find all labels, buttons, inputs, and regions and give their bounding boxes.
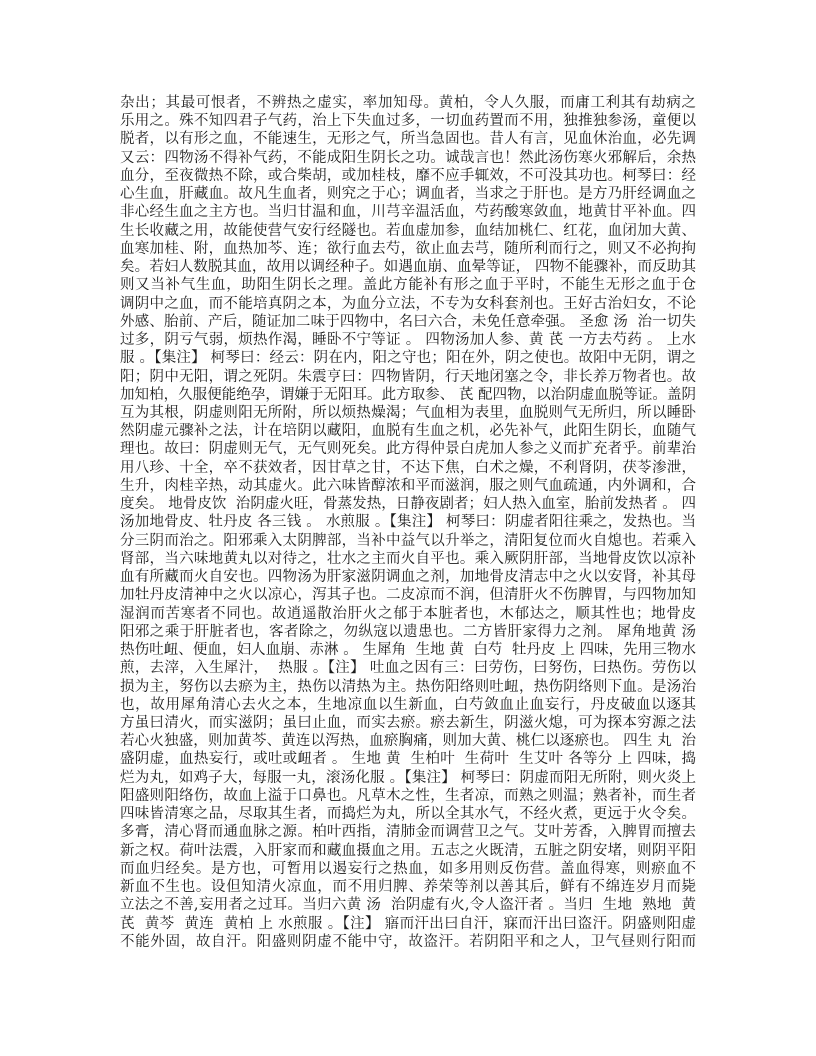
- text-line: 阳；阴中无阳，谓之死阴。朱震亨曰：四物皆阴，行天地闭塞之令，非长养万物者也。故: [120, 368, 696, 385]
- text-line: 分三阴而治之。阳邪乘入太阴脾部，当补中益气以升举之，清阳复位而火自熄也。若乘入: [120, 532, 696, 549]
- text-line: 煎，去滓，入生犀汁， 热服 。【注】 吐血之因有三：曰劳伤，曰努伤，曰热伤。劳伤以: [120, 660, 696, 677]
- document-body: [120, 94, 696, 951]
- text-line: 矣。若妇人数脱其血，故用以调经种子。如遇血崩、血晕等证， 四物不能骤补，而反助其: [120, 259, 696, 276]
- text-line: 多膏，清心肾而通血脉之源。柏叶西指，清肺金而调营卫之气。艾叶芳香，入脾胃而擅去: [120, 824, 696, 841]
- text-line: 方虽曰清火，而实滋阴；虽曰止血，而实去瘀。瘀去新生，阴滋火熄，可为探本穷源之法: [120, 714, 696, 731]
- text-line: 血有所藏而火自安也。四物汤为肝家滋阴调血之剂，加地骨皮清志中之火以安肾，补其母: [120, 569, 696, 586]
- text-line: 服 。【集注】 柯琴曰：经云：阴在内，阳之守也；阳在外，阴之使也。故阳中无阴，谓之: [120, 350, 696, 367]
- text-line: 心生血，肝藏血。故凡生血者，则究之于心；调血者，当求之于肝也。是方乃肝经调血之: [120, 186, 696, 203]
- text-line: 四味皆清寒之品，尽取其生者，而捣烂为丸，所以全其水气，不经火煮，更远于火令矣。: [120, 806, 696, 823]
- text-line: 生长收藏之用，故能使营气安行经隧也。若血虚加参，血结加桃仁、红花，血闭加大黄、: [120, 222, 696, 239]
- text-line: 调阴中之血，而不能培真阴之本，为血分立法，不专为女科套剂也。王好古治妇女，不论: [120, 295, 696, 312]
- text-line: 阳盛则阳络伤，故血上溢于口鼻也。凡草木之性，生者凉，而熟之则温；熟者补，而生者: [120, 787, 696, 804]
- text-line: 血分，至夜微热不除，或合柴胡，或加桂枝，靡不应手辄效，不可没其功也。柯琴曰：经: [120, 167, 696, 184]
- text-line: 新之权。荷叶法震，入肝家而和藏血摄血之用。五志之火既清，五脏之阴安堵，则阴平阳: [120, 842, 696, 859]
- text-line: 互为其根，阴虚则阳无所附，所以烦热燥渴；气血相为表里，血脱则气无所归，所以睡卧: [120, 404, 696, 421]
- text-line: 非心经生血之主方也。当归甘温和血，川芎辛温活血，芍药酸寒敛血，地黄甘平补血。四: [120, 204, 696, 221]
- text-line: 阳邪之乘于肝脏者也，客者除之，勿纵寇以遗患也。二方皆肝家得力之剂。 犀角地黄 汤: [120, 623, 696, 640]
- text-line: 汤加地骨皮、牡丹皮 各三钱 。 水煎服 。【集注】 柯琴曰：阴虚者阳往乘之，发热也。当: [120, 514, 696, 531]
- text-line: 血寒加桂、附，血热加芩、连；欲行血去芍，欲止血去芎，随所利而行之，则又不必拘拘: [120, 240, 696, 257]
- text-line: 也，故用犀角清心去火之本，生地凉血以生新血，白芍敛血止血妄行，丹皮破血以逐其: [120, 696, 696, 713]
- text-line: 度矣。 地骨皮饮 治阴虚火旺，骨蒸发热，日静夜剧者；妇人热入血室，胎前发热者 。 四: [120, 496, 696, 513]
- text-line: 若心火独盛，则加黄芩、黄连以泻热，血瘀胸痛，则加大黄、桃仁以逐瘀也。 四生 丸 治: [120, 733, 696, 750]
- text-line: 理也。故曰：阴虚则无气，无气则死矣。此方得仲景白虎加人参之义而扩充者乎。前辈治: [120, 441, 696, 458]
- text-line: 加牡丹皮清神中之火以凉心，泻其子也。二皮凉而不润，但清肝火不伤脾胃，与四物加知: [120, 587, 696, 604]
- text-line: 芪 黄芩 黄连 黄柏 上 水煎服 。【注】 寤而汗出曰自汗，寐而汗出曰盗汗。阴盛则阳虚: [120, 915, 696, 932]
- text-line: 烂为丸，如鸡子大，每服一丸，滚汤化服 。【集注】 柯琴曰：阴虚而阳无所附，则火炎上: [120, 769, 696, 786]
- text-line: 立法之不善,妄用者之过耳。当归六黄 汤 治阴虚有火,令人盗汗者 。当归 生地 熟地 黄: [120, 897, 696, 914]
- text-line: 不能外固，故自汗。阳盛则阴虚不能中守，故盗汗。若阴阳平和之人，卫气昼则行阳而: [120, 933, 696, 950]
- text-line: 用八珍、十全，卒不获效者，因甘草之甘，不达下焦，白术之燥，不利肾阴，茯苓渗泄，: [120, 459, 696, 476]
- text-line: 过多，阴亏气弱，烦热作渴，睡卧不宁等证 。 四物汤加人参、黄 芪 一方去芍药 。 上水: [120, 332, 696, 349]
- text-line: 又云：四物汤不得补气药，不能成阳生阴长之功。诚哉言也！然此汤伤寒火邪解后，余热: [120, 149, 696, 166]
- text-line: 肾部，当六味地黄丸以对待之，壮水之主而火自平也。乘入厥阴肝部，当地骨皮饮以凉补: [120, 550, 696, 567]
- text-line: 盛阴虚，血热妄行，或吐或衄者 。 生地 黄 生柏叶 生荷叶 生艾叶 各等分 上 四味，捣: [120, 751, 696, 768]
- text-line: 然阴虚元骤补之法，计在培阴以藏阳，血脱有生血之机，必先补气，此阳生阴长，血随气: [120, 423, 696, 440]
- text-line: 而血归经矣。是方也，可暂用以遏妄行之热血，如多用则反伤营。盖血得寒，则瘀血不: [120, 860, 696, 877]
- text-line: 则又当补气生血，助阳生阴长之理。盖此方能补有形之血于平时，不能生无形之血于仓: [120, 277, 696, 294]
- text-line: 杂出；其最可恨者，不辨热之虚实，率加知母。黄柏，令人久服，而庸工利其有劫病之: [120, 95, 696, 111]
- text-line: 新血不生也。设但知清火凉血，而不用归脾、养荣等剂以善其后，鲜有不绵连岁月而毙: [120, 879, 696, 896]
- text-line: 热伤吐衄、便血，妇人血崩、赤淋 。 生犀角 生地 黄 白芍 牡丹皮 上 四味，先用三物水: [120, 642, 696, 659]
- text-line: 湿润而苦寒者不同也。故逍遥散治肝火之郁于本脏者也，木郁达之，顺其性也；地骨皮: [120, 605, 696, 622]
- text-line: 生升，肉桂辛热，动其虚火。此六味皆醇浓和平而滋润，服之则气血疏通，内外调和，合: [120, 477, 696, 494]
- text-line: 乐用之。殊不知四君子气药，治上下失血过多，一切血药置而不用，独推独参汤，童便以: [120, 113, 696, 130]
- text-line: 脱者，以有形之血，不能速生，无形之气，所当急固也。昔人有言，见血休治血，必先调: [120, 131, 696, 148]
- text-line: 损为主，努伤以去瘀为主，热伤以清热为主。热伤阳络则吐衄，热伤阴络则下血。是汤治: [120, 678, 696, 695]
- text-line: 外感、胎前、产后，随证加二味于四物中，名曰六合，未免任意牵强。 圣愈 汤 治一切失: [120, 313, 696, 330]
- text-line: 加知柏，久服便能绝孕，谓嫌于无阳耳。此方取参、 芪 配四物，以治阴虚血脱等证。盖阴: [120, 386, 696, 403]
